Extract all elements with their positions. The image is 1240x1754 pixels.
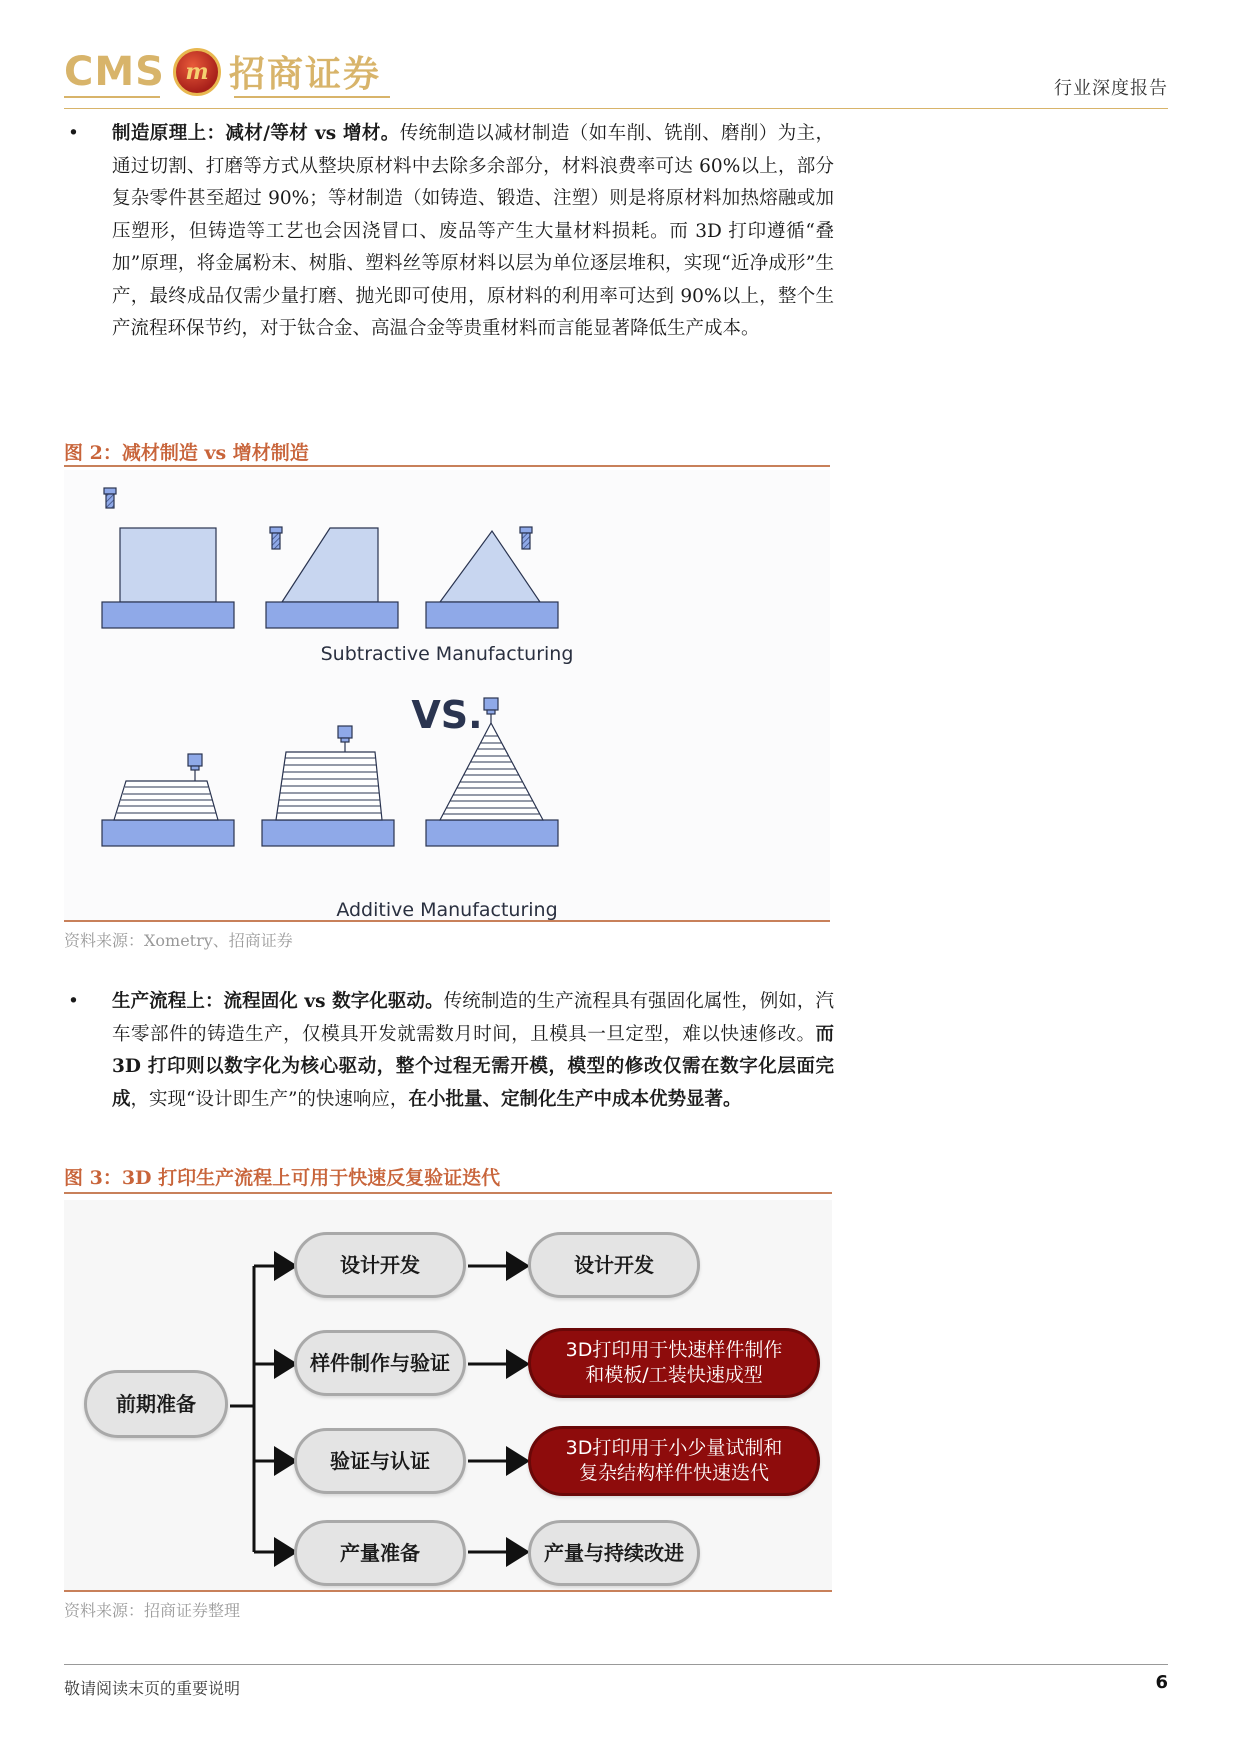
subtractive-label: Subtractive Manufacturing: [320, 643, 574, 665]
figure-3-top-rule: [64, 1192, 832, 1194]
node-stage-prototype: 样件制作与验证: [294, 1330, 466, 1396]
figure-2-title: 图 2：减材制造 vs 增材制造: [64, 442, 309, 464]
additive-label: Additive Manufacturing: [336, 899, 558, 920]
bullet-icon: •: [68, 123, 79, 144]
footer-divider: [64, 1664, 1168, 1665]
page-header: [64, 40, 1168, 112]
result-line: 复杂结构样件快速迭代: [578, 1462, 769, 1484]
figure-3-flowchart: [64, 1200, 832, 1590]
vs-label: VS.: [411, 693, 483, 737]
subtractive-vs-additive-illustration: [64, 470, 830, 920]
paragraph-emphasis: 而 3D 打印则以数字化为核心驱动，整个过程无需开模，模型的修改仅需在数字化层面完成: [112, 1023, 834, 1110]
footer-disclaimer: 敬请阅读末页的重要说明: [64, 1679, 241, 1698]
paragraph-production-process: [64, 986, 834, 1116]
paragraph-lead: 制造原理上：减材/等材 vs 增材。: [112, 123, 400, 144]
figure-3-bottom-rule: [64, 1590, 832, 1592]
result-line: 3D打印用于小少量试制和: [565, 1437, 783, 1459]
figure-3-source: 资料来源：招商证券整理: [64, 1601, 241, 1620]
paragraph-lead: 生产流程上：流程固化 vs 数字化驱动。: [112, 991, 444, 1012]
node-result-design: 设计开发: [528, 1232, 700, 1298]
node-result-production-improvement: 产量与持续改进: [528, 1520, 700, 1586]
paragraph-body: ，实现“设计即生产”的快速响应，: [130, 1088, 409, 1110]
node-result-rapid-prototyping: [528, 1328, 820, 1398]
node-result-small-batch: [528, 1426, 820, 1496]
node-stage-production-prep: 产量准备: [294, 1520, 466, 1586]
page-number: 6: [1155, 1672, 1168, 1693]
logo-text: CMS: [64, 48, 165, 95]
bullet-icon: •: [68, 991, 79, 1012]
figure-2-source: 资料来源：Xometry、招商证券: [64, 931, 293, 950]
node-stage-validation: 验证与认证: [294, 1428, 466, 1494]
result-line: 3D打印用于快速样件制作: [565, 1339, 783, 1361]
logo-chinese-name: 招商证券: [228, 54, 381, 95]
figure-2-bottom-rule: [64, 920, 830, 922]
node-root-preparation: 前期准备: [84, 1370, 228, 1438]
paragraph-emphasis: 在小批量、定制化生产中成本优势显著。: [408, 1088, 742, 1110]
report-type: 行业深度报告: [1054, 78, 1168, 99]
logo-underline: [234, 96, 390, 98]
logo-badge-icon: m: [173, 48, 221, 96]
paragraph-manufacturing-principle: [64, 118, 834, 346]
figure-3-title: 图 3：3D 打印生产流程上可用于快速反复验证迭代: [64, 1167, 501, 1189]
figure-2-diagram: [64, 470, 830, 920]
header-divider: [64, 108, 1168, 109]
figure-2-top-rule: [64, 465, 830, 467]
cms-logo: [64, 46, 381, 97]
paragraph-body: 传统制造以减材制造（如车削、铣削、磨削）为主，通过切割、打磨等方式从整块原材料中去除多余部分，材料浪费率可达 60%以上，部分复杂零件甚至超过 90%；等材制造（如铸造、锻造、注塑）则是将原材料加热熔融或加压塑形，但铸造等工艺也会因浇冒口、废品等产生大量材料损耗。而 3D 打印遵循“叠加”原理，将金属粉末、树脂、塑料丝等原材料以层为单位逐层堆积，实现“近净成形”生产，最终成品仅需少量打磨、抛光即可使用，原材料的利用率可达到 90%以上，整个生产流程环保节约，对于钛合金、高温合金等贵重材料而言能显著降低生产成本。: [112, 123, 834, 339]
paragraph-body: 传统制造的生产流程具有强固化属性，例如，汽车零部件的铸造生产，仅模具开发就需数月时间，且模具一旦定型，难以快速修改。: [112, 991, 834, 1045]
result-line: 和模板/工装快速成型: [585, 1364, 763, 1386]
logo-underline: [64, 96, 160, 98]
node-stage-design: 设计开发: [294, 1232, 466, 1298]
